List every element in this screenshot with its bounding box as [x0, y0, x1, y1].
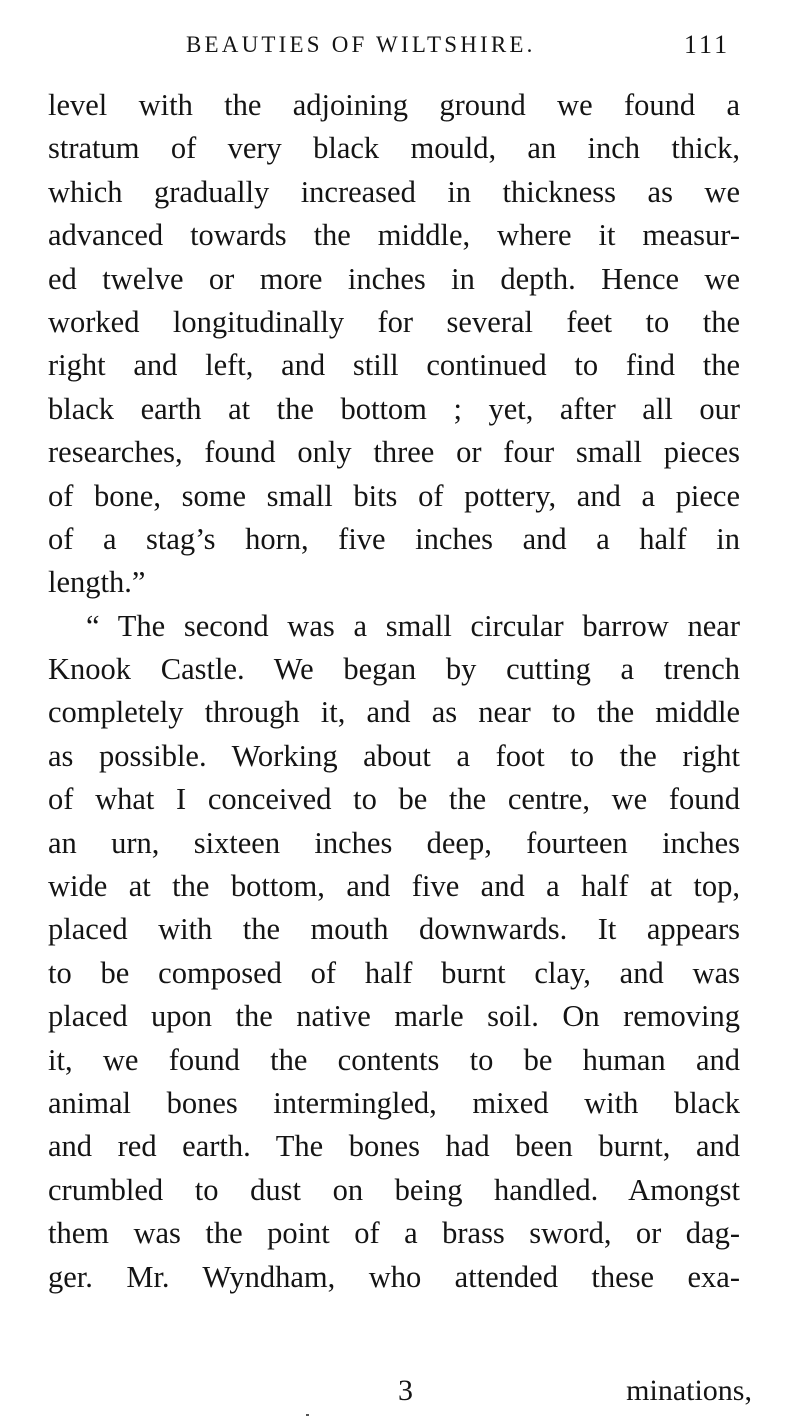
text-line: level with the adjoining ground we found a — [48, 88, 740, 122]
running-title: BEAUTIES OF WILTSHIRE. — [186, 32, 536, 57]
text-line: worked longitudinally for several feet to the — [48, 304, 740, 339]
text-line: ger. Mr. Wyndham, who attended these exa- — [48, 1259, 740, 1294]
text-line: completely through it, and as near to the middle — [48, 695, 740, 730]
text-line: Knook Castle. We began by cutting a trench — [48, 652, 740, 687]
signature-mark: 3 — [398, 1374, 413, 1407]
paragraph-end-line: length.” — [48, 565, 146, 600]
text-line: as possible. Working about a foot to the right — [48, 738, 740, 773]
text-line: an urn, sixteen inches deep, fourteen inches — [48, 825, 740, 860]
text-line: crumbled to dust on being handled. Amongst — [48, 1172, 740, 1207]
catchword: minations, — [626, 1374, 752, 1407]
text-line: researches, found only three or four small pieces — [48, 435, 740, 470]
page-header — [0, 28, 800, 68]
body-text — [48, 84, 740, 1299]
page-footer — [0, 1374, 800, 1414]
text-line: of bone, some small bits of pottery, and a piece — [48, 478, 740, 513]
text-line: animal bones intermingled, mixed with black — [48, 1085, 740, 1120]
text-line: stratum of very black mould, an inch thick, — [48, 131, 740, 166]
text-line: placed with the mouth downwards. It appears — [48, 912, 740, 947]
text-line: placed upon the native marle soil. On removing — [48, 999, 740, 1034]
text-line: to be composed of half burnt clay, and was — [48, 955, 740, 990]
text-line: black earth at the bottom ; yet, after all our — [48, 391, 740, 426]
text-line: wide at the bottom, and five and a half at top, — [48, 869, 740, 904]
paragraph-start-line: “ The second was a small circular barrow near — [86, 608, 740, 643]
text-line: ed twelve or more inches in depth. Hence we — [48, 261, 740, 296]
text-line: and red earth. The bones had been burnt, and — [48, 1129, 740, 1164]
text-line: advanced towards the middle, where it measur- — [48, 218, 740, 253]
text-line: of what I conceived to be the centre, we found — [48, 782, 740, 817]
page-number: 111 — [684, 30, 731, 59]
text-line: which gradually increased in thickness as we — [48, 174, 740, 209]
text-line: it, we found the contents to be human and — [48, 1042, 740, 1077]
text-line: right and left, and still continued to find the — [48, 348, 740, 383]
ink-speck — [306, 1414, 309, 1416]
text-line: them was the point of a brass sword, or dag- — [48, 1216, 740, 1251]
text-line: of a stag’s horn, five inches and a half in — [48, 521, 740, 556]
